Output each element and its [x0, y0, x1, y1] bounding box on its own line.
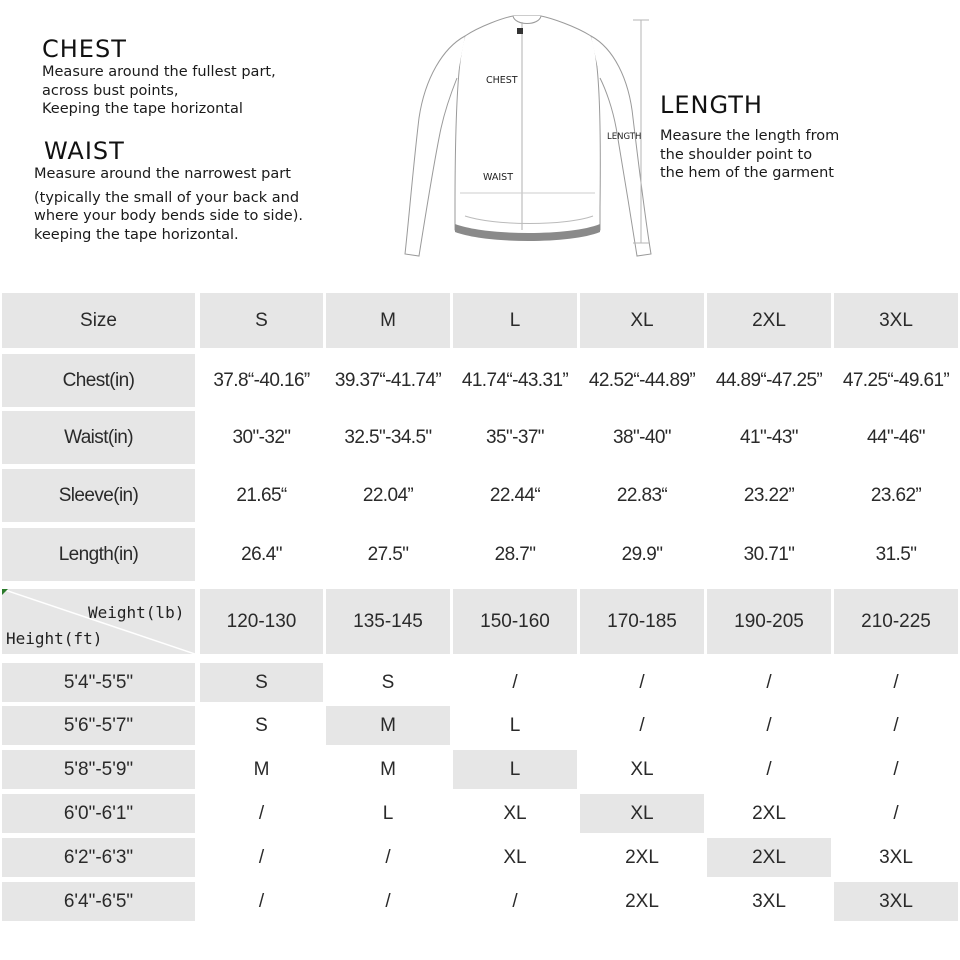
height-row-label: 5'8"-5'9"	[2, 750, 195, 789]
fit-cell: 2XL	[707, 838, 831, 877]
height-row-label: 5'6"-5'7"	[2, 706, 195, 745]
size-header-label: Size	[2, 293, 195, 348]
size-header-cell: M	[326, 293, 450, 348]
length-line: the hem of the garment	[660, 165, 834, 181]
waist-line: Measure around the narrowest part	[34, 166, 291, 182]
fit-cell: S	[381, 671, 395, 693]
fit-cell: XL	[630, 758, 654, 780]
measure-cell: 42.52“-44.89”	[588, 369, 696, 391]
measure-cell: 37.8“-40.16”	[213, 369, 310, 391]
height-row-label: 6'2"-6'3"	[2, 838, 195, 877]
fit-cell: /	[639, 714, 645, 736]
fit-cell: 2XL	[625, 890, 659, 912]
length-heading: LENGTH	[660, 91, 763, 119]
measure-cell: 22.04”	[362, 484, 414, 506]
size-header-cell: 2XL	[707, 293, 831, 348]
fit-cell: S	[200, 663, 323, 702]
height-row-label: 5'4"-5'5"	[2, 663, 195, 702]
fit-cell: /	[766, 758, 772, 780]
fit-cell: M	[253, 758, 270, 780]
chest-line: across bust points,	[42, 82, 179, 99]
fit-cell: /	[766, 671, 772, 693]
garment-chest-label: CHEST	[486, 75, 518, 86]
fit-cell: /	[639, 671, 645, 693]
measure-cell: 41.74“-43.31”	[461, 369, 569, 391]
height-row-label: 6'4"-6'5"	[2, 882, 195, 921]
measure-cell: 30.71"	[743, 543, 795, 565]
fit-cell: XL	[580, 794, 704, 833]
measure-row-label: Sleeve(in)	[2, 469, 195, 522]
measure-row-label: Chest(in)	[2, 354, 195, 407]
weight-header-cell: 150-160	[453, 589, 577, 654]
fit-cell: XL	[503, 846, 527, 868]
chest-instructions	[42, 35, 382, 119]
weight-height-corner	[2, 589, 195, 654]
measure-cell: 27.5"	[367, 543, 409, 565]
waist-heading: WAIST	[44, 137, 125, 165]
fit-cell: /	[766, 714, 772, 736]
fit-cell: /	[893, 802, 899, 824]
weight-header-cell: 135-145	[326, 589, 450, 654]
measure-cell: 29.9"	[621, 543, 663, 565]
fit-cell: /	[512, 890, 518, 912]
fit-cell: 2XL	[625, 846, 659, 868]
fit-cell: M	[380, 758, 396, 780]
fit-cell: /	[893, 671, 899, 693]
fit-cell: /	[258, 802, 265, 824]
garment-waist-label: WAIST	[483, 172, 514, 183]
measure-cell: 21.65“	[236, 484, 287, 506]
measure-cell: 47.25“-49.61”	[842, 369, 950, 391]
fit-cell: S	[255, 714, 268, 736]
measure-cell: 23.62”	[870, 484, 922, 506]
fit-cell: /	[385, 890, 391, 912]
measure-cell: 22.44“	[489, 484, 541, 506]
height-label: Height(ft)	[6, 629, 103, 648]
weight-header-cell: 170-185	[580, 589, 704, 654]
fit-cell: M	[326, 706, 450, 745]
measure-cell: 28.7"	[494, 543, 536, 565]
size-header-cell: S	[200, 293, 323, 348]
fit-cell: L	[382, 802, 394, 824]
fit-cell: L	[509, 714, 521, 736]
chest-heading: CHEST	[42, 35, 127, 63]
fit-cell: /	[893, 714, 899, 736]
waist-line: keeping the tape horizontal.	[34, 226, 239, 243]
measure-cell: 44"-46"	[867, 426, 925, 448]
chest-line: Measure around the fullest part,	[42, 64, 276, 80]
length-line: Measure the length from	[660, 128, 840, 144]
fit-cell: /	[512, 671, 518, 693]
measure-cell: 26.4"	[241, 543, 282, 565]
measure-cell: 39.37“-41.74”	[334, 369, 442, 391]
waist-line: (typically the small of your back and	[34, 189, 300, 206]
measure-cell: 31.5"	[875, 543, 917, 565]
fit-cell: /	[385, 846, 391, 868]
jersey-illustration	[395, 8, 685, 263]
length-line: the shoulder point to	[660, 146, 813, 163]
measure-cell: 35"-37"	[486, 426, 544, 448]
fit-cell: L	[453, 750, 577, 789]
length-instructions	[660, 91, 950, 183]
weight-header-cell: 120-130	[200, 589, 323, 654]
measure-cell: 22.83“	[616, 484, 668, 506]
fit-cell: 3XL	[879, 846, 913, 868]
weight-header-cell: 190-205	[707, 589, 831, 654]
fit-cell: 3XL	[752, 890, 786, 912]
waist-line: where your body bends side to side).	[34, 208, 303, 224]
weight-label: Weight(lb)	[88, 603, 185, 622]
fit-cell: /	[258, 890, 265, 912]
fit-cell: XL	[503, 802, 527, 824]
waist-instructions	[34, 137, 394, 244]
measure-row-label: Waist(in)	[2, 411, 195, 464]
size-header-cell: XL	[580, 293, 704, 348]
measure-cell: 38"-40"	[613, 426, 671, 448]
garment-length-label: LENGTH	[607, 132, 642, 142]
fit-cell: /	[258, 846, 265, 868]
measure-cell: 32.5"-34.5"	[344, 426, 432, 448]
chest-line: Keeping the tape horizontal	[42, 101, 243, 117]
measure-cell: 23.22”	[743, 484, 795, 506]
measure-cell: 41"-43"	[740, 426, 798, 448]
measure-row-label: Length(in)	[2, 528, 195, 581]
measure-cell: 30"-32"	[232, 426, 291, 448]
fit-cell: 2XL	[752, 802, 786, 824]
size-header-cell: L	[453, 293, 577, 348]
size-header-cell: 3XL	[834, 293, 958, 348]
fit-cell: /	[893, 758, 899, 780]
height-row-label: 6'0"-6'1"	[2, 794, 195, 833]
measure-cell: 44.89“-47.25”	[715, 369, 823, 391]
weight-header-cell: 210-225	[834, 589, 958, 654]
fit-cell: 3XL	[834, 882, 958, 921]
